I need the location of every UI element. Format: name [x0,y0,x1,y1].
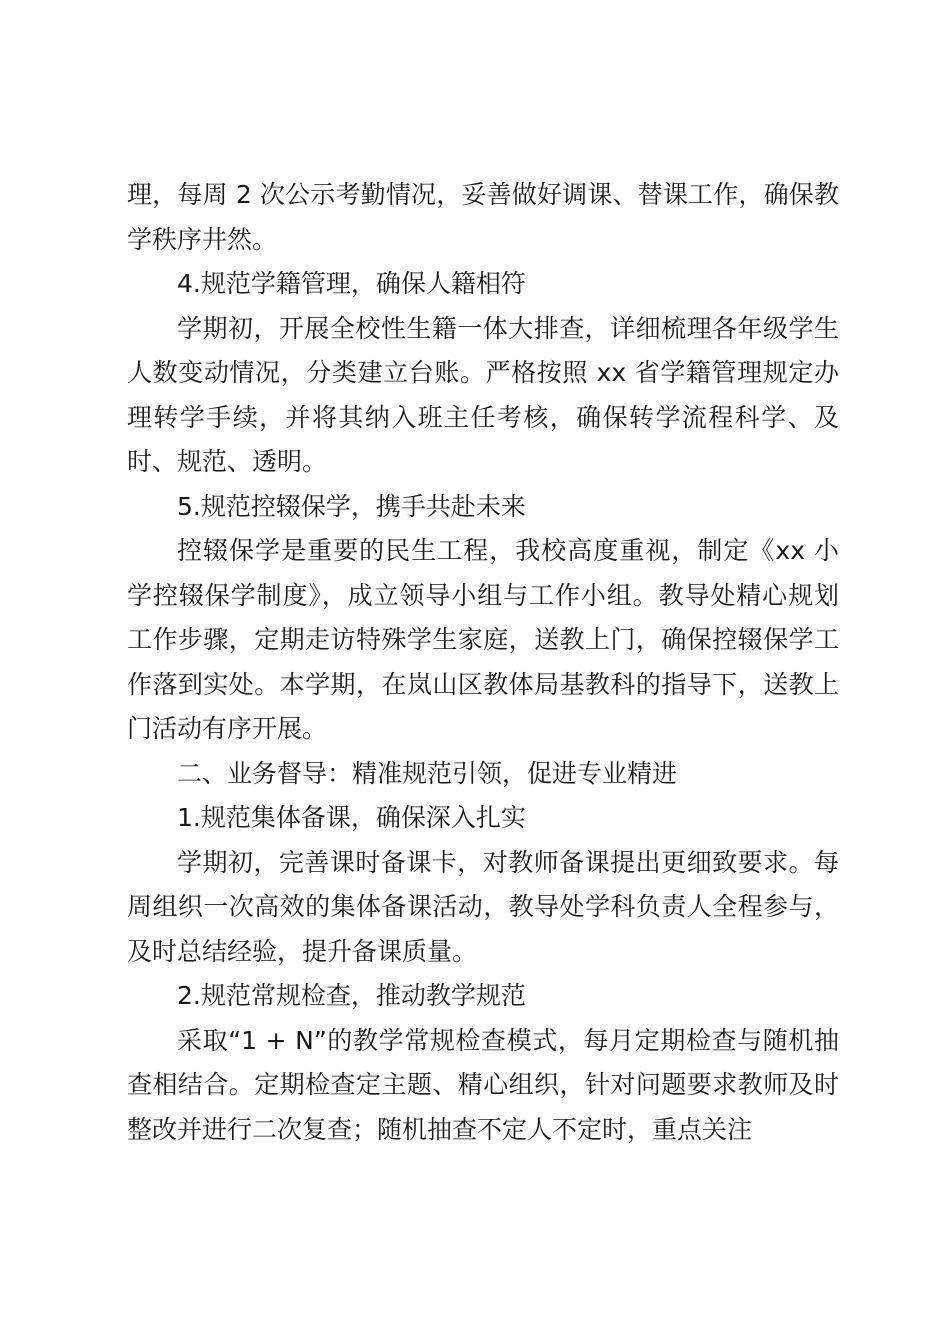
paragraph-collective-lesson-prep: 学期初，完善课时备课卡，对教师备课提出更细致要求。每周组织一次高效的集体备课活动，教导处学科负责人全程参与，及时总结经验，提升备课质量。 [127,847,839,966]
document-body [127,173,839,1152]
heading-routine-inspection: 2.规范常规检查，推动教学规范 [177,981,526,1010]
heading-student-registry: 4.规范学籍管理，确保人籍相符 [177,269,526,298]
heading-collective-lesson-prep: 1.规范集体备课，确保深入扎实 [177,803,526,832]
paragraph-dropout-control: 控辍保学是重要的民生工程，我校高度重视，制定《xx 小学控辍保学制度》，成立领导小组与工作小组。教导处精心规划工作步骤，定期走访特殊学生家庭，送教上门，确保控辍保学工作落到实处。本学期，在岚山区教体局基教科的指导下，送教上门活动有序开展。 [127,536,839,743]
paragraph-routine-inspection: 采取“1 + N”的教学常规检查模式，每月定期检查与随机抽查相结合。定期检查定主题、精心组织，针对问题要求教师及时整改并进行二次复查；随机抽查不定人不定时，重点关注 [127,1025,839,1144]
section-heading-supervision: 二、业务督导：精准规范引领，促进专业精进 [177,758,678,788]
heading-dropout-control: 5.规范控辍保学，携手共赴未来 [177,491,526,521]
paragraph-attendance-continuation: 理，每周 2 次公示考勤情况，妥善做好调课、替课工作，确保教学秩序井然。 [127,180,839,254]
paragraph-student-registry: 学期初，开展全校性生籍一体大排查，详细梳理各年级学生人数变动情况，分类建立台账。严格按照 xx 省学籍管理规定办理转学手续，并将其纳入班主任考核，确保转学流程科学、及时、规范、透明。 [127,313,839,476]
